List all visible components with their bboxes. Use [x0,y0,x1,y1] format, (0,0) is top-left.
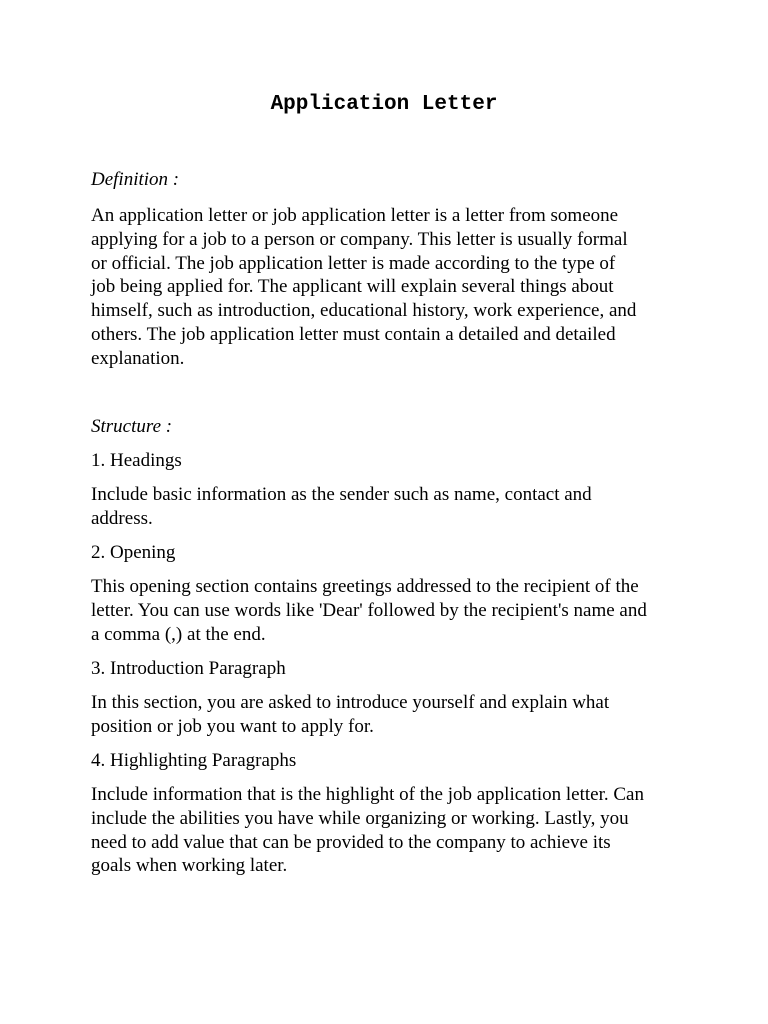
structure-item-heading: 2. Opening [91,542,176,563]
structure-item-text: Include information that is the highlight of the job application letter. Can include the abilities you have while organizing or working. Lastly, you need to add value that can be provided to the company to achieve its goals when working later. [91,784,644,877]
document-title: Application Letter [270,93,498,116]
structure-item-heading: 3. Introduction Paragraph [91,658,286,679]
definition-label: Definition : [91,169,180,190]
structure-item-heading: 4. Highlighting Paragraphs [91,750,297,771]
structure-item-heading: 1. Headings [91,450,182,471]
definition-paragraph: An application letter or job application letter is a letter from someone applying for a job to a person or company. This letter is usually formal or official. The job application letter is made according to the type of job being applied for. The applicant will explain several things about himself, such as introduction, educational history, work experience, and others. The job application letter must contain a detailed and detailed explanation. [91,205,637,369]
structure-item-text: In this section, you are asked to introduce yourself and explain what position or job you want to apply for. [91,692,610,737]
structure-item-text: Include basic information as the sender such as name, contact and address. [91,484,592,529]
structure-label: Structure : [91,416,173,437]
structure-item-text: This opening section contains greetings addressed to the recipient of the letter. You can use words like 'Dear' followed by the recipient's name and a comma (,) at the end. [91,576,647,645]
